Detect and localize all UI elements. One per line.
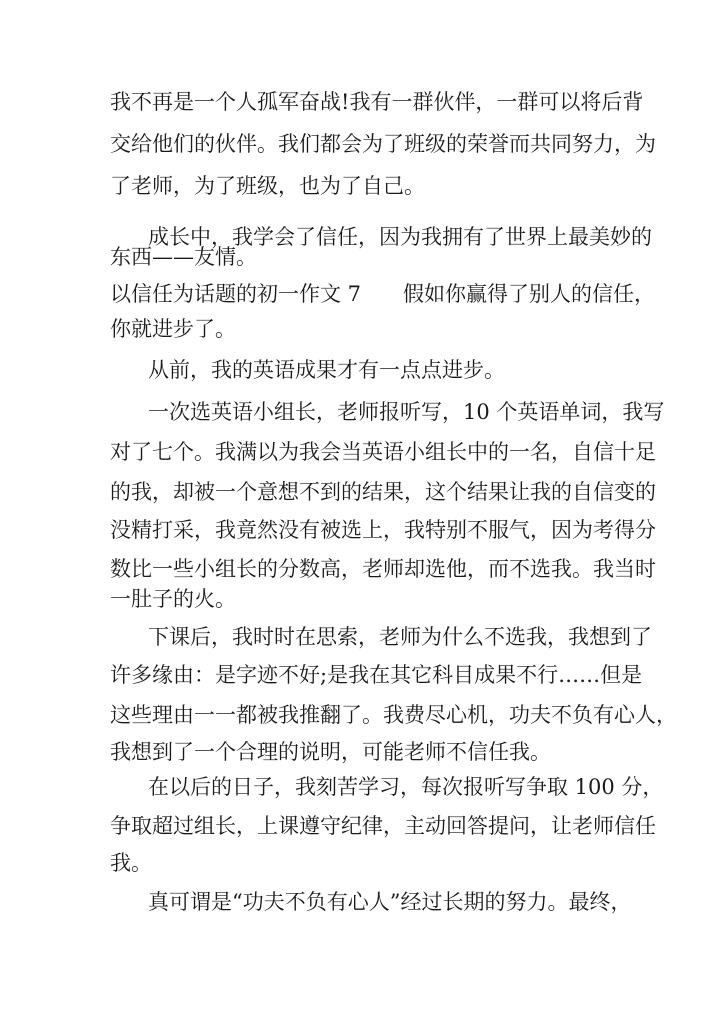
text-line: 你就进步了。 — [110, 317, 236, 341]
text-line: 下课后，我时时在思索，老师为什么不选我，我想到了 — [148, 625, 652, 649]
text-line: 了老师，为了班级，也为了自己。 — [110, 174, 425, 198]
text-line: 成长中，我学会了信任，因为我拥有了世界上最美妙的 — [148, 225, 652, 249]
text-line: 对了七个。我满以为我会当英语小组长中的一名，自信十足 — [110, 440, 656, 464]
text-line: 交给他们的伙伴。我们都会为了班级的荣誉而共同努力，为 — [110, 132, 656, 156]
text-line: 真可谓是“功夫不负有心人”经过长期的努力。最终， — [148, 890, 632, 914]
text-line: 一次选英语小组长，老师报听写，10 个英语单词，我写 — [148, 400, 665, 424]
text-line: 我想到了一个合理的说明，可能老师不信任我。 — [110, 740, 551, 764]
text-line: 我不再是一个人孤军奋战!我有一群伙伴，一群可以将后背 — [110, 90, 644, 114]
heading-line: 以信任为话题的初一作文 7 假如你赢得了别人的信任， — [110, 282, 656, 306]
text-line: 从前，我的英语成果才有一点点进步。 — [148, 358, 505, 382]
text-line: 没精打采，我竟然没有被选上，我特别不服气，因为考得分 — [110, 518, 656, 542]
text-line: 许多缘由：是字迹不好;是我在其它科目成果不行……但是 — [110, 663, 643, 687]
text-line: 一肚子的火。 — [110, 587, 236, 611]
text-line: 数比一些小组长的分数高，老师却选他，而不选我。我当时 — [110, 557, 656, 581]
text-line: 我。 — [110, 851, 152, 875]
text-line: 东西——友情。 — [110, 245, 257, 269]
text-line: 的我，却被一个意想不到的结果，这个结果让我的自信变的 — [110, 480, 656, 504]
text-line: 争取超过组长，上课遵守纪律，主动回答提问，让老师信任 — [110, 814, 656, 838]
text-line: 在以后的日子，我刻苦学习，每次报听写争取 100 分， — [148, 775, 664, 799]
text-line: 这些理由一一都被我推翻了。我费尽心机，功夫不负有心人， — [110, 703, 677, 727]
